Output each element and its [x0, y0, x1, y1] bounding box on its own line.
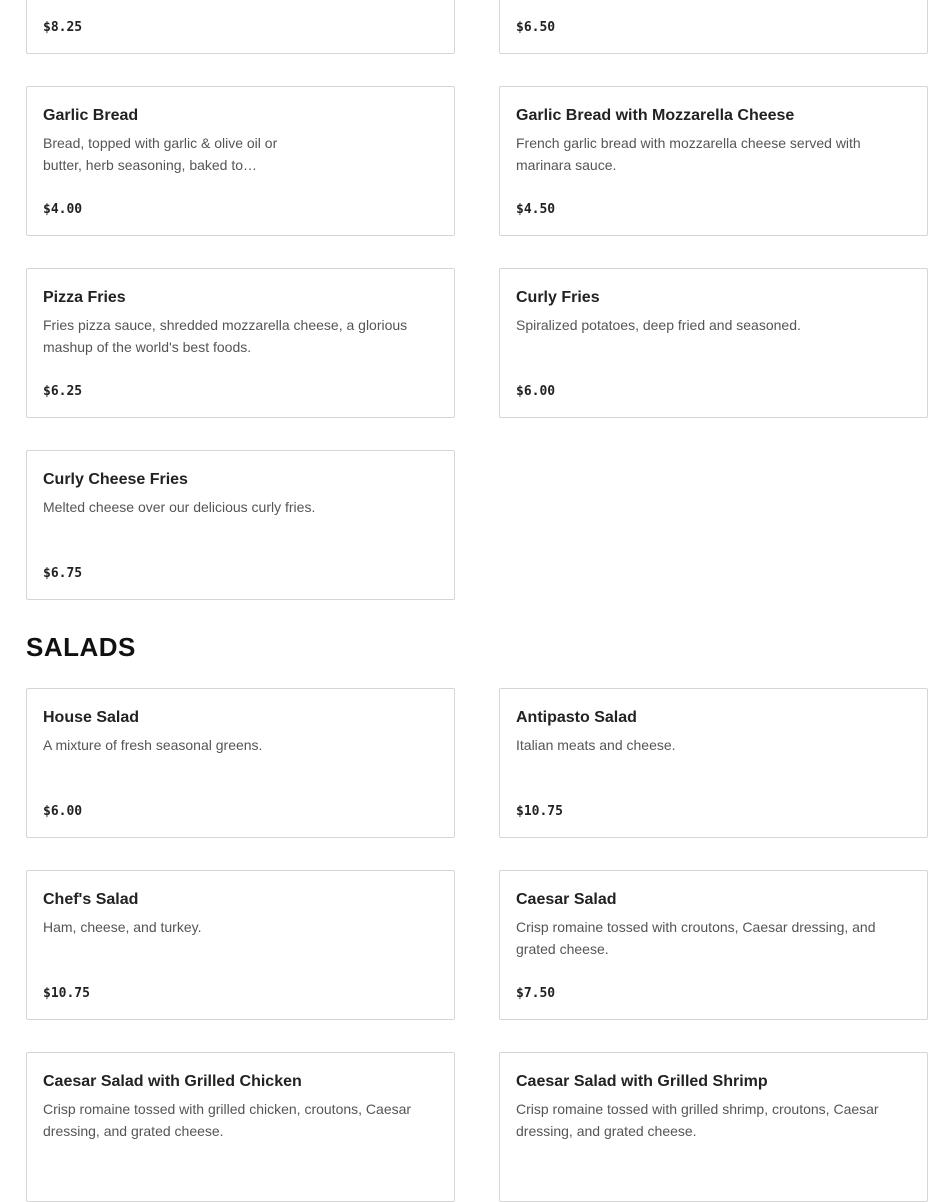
menu-item-card[interactable]	[26, 870, 455, 1020]
menu-item-card[interactable]	[26, 0, 455, 54]
menu-item-card[interactable]	[499, 870, 928, 1020]
menu-item-price: $10.75	[516, 804, 563, 819]
menu-item-price: $6.00	[516, 384, 556, 399]
menu-item-card[interactable]	[499, 0, 928, 54]
menu-item-card[interactable]	[26, 268, 455, 418]
menu-item-price: $6.25	[43, 384, 83, 399]
menu-item-name: House Salad	[43, 709, 140, 726]
menu-item-description: Italian meats and cheese.	[516, 737, 676, 753]
menu-item-description: Melted cheese over our delicious curly fries.	[43, 499, 316, 515]
menu-item-price: $6.50	[516, 20, 556, 35]
menu-item-description: Crisp romaine tossed with grilled chicken, croutons, Caesar dressing, and grated cheese.	[43, 1101, 412, 1139]
menu-item-price: $10.75	[43, 986, 90, 1001]
menu-item-price: $6.75	[43, 566, 83, 581]
menu-item-name: Garlic Bread	[43, 107, 139, 124]
menu-item-name: Chef's Salad	[43, 891, 139, 908]
menu-item-description: Fries pizza sauce, shredded mozzarella cheese, a glorious mashup of the world's best foods.	[43, 317, 408, 355]
menu-item-description: Crisp romaine tossed with grilled shrimp, croutons, Caesar dressing, and grated cheese.	[516, 1101, 879, 1139]
menu-item-name: Caesar Salad with Grilled Shrimp	[516, 1073, 768, 1090]
menu-item-name: Caesar Salad	[516, 891, 617, 908]
menu-item-card[interactable]	[26, 1052, 455, 1202]
menu-item-price: $6.00	[43, 804, 83, 819]
menu-item-name: Antipasto Salad	[516, 709, 637, 726]
menu-item-card[interactable]	[26, 450, 455, 600]
menu-item-description: Crisp romaine tossed with croutons, Caesar dressing, and grated cheese.	[516, 919, 876, 957]
menu-item-name: Curly Fries	[516, 289, 600, 306]
menu-item-description: A mixture of fresh seasonal greens.	[43, 737, 263, 753]
menu-item-price: $4.00	[43, 202, 83, 217]
menu-item-description: Ham, cheese, and turkey.	[43, 919, 202, 935]
menu-item-price: $7.50	[516, 986, 556, 1001]
menu-item-name: Caesar Salad with Grilled Chicken	[43, 1073, 302, 1090]
menu-item-card[interactable]	[499, 268, 928, 418]
menu-item-card[interactable]	[499, 1052, 928, 1202]
menu-item-description: French garlic bread with mozzarella cheese served with marinara sauce.	[516, 135, 861, 173]
menu-item-card[interactable]	[26, 688, 455, 838]
menu-item-card[interactable]	[499, 688, 928, 838]
menu-item-name: Curly Cheese Fries	[43, 471, 188, 488]
menu-item-name: Garlic Bread with Mozzarella Cheese	[516, 107, 795, 124]
menu-item-price: $8.25	[43, 20, 83, 35]
section-title-salads: SALADS	[26, 632, 136, 662]
menu-item-description: Bread, topped with garlic & olive oil or butter, herb seasoning, baked to…	[43, 135, 278, 173]
menu-item-name: Pizza Fries	[43, 289, 126, 306]
menu-item-description: Spiralized potatoes, deep fried and seasoned.	[516, 317, 801, 333]
menu-item-card[interactable]	[26, 86, 455, 236]
menu-item-price: $4.50	[516, 202, 556, 217]
menu-item-card[interactable]	[499, 86, 928, 236]
